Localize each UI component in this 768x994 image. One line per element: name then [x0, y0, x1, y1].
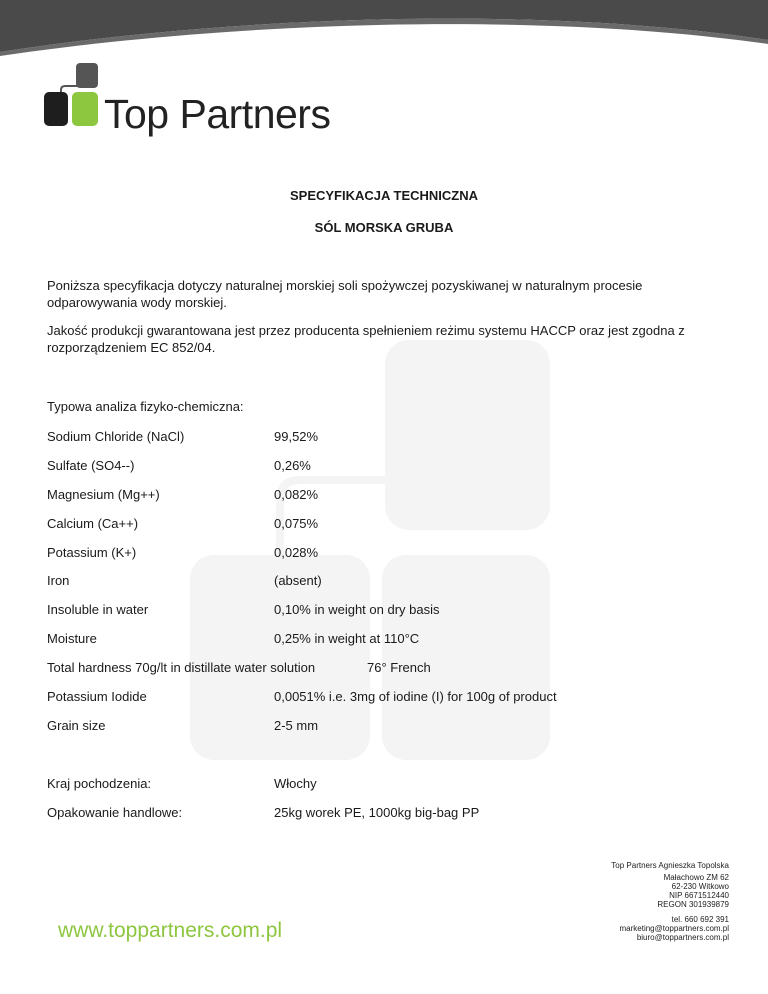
analysis-value: 0,10% in weight on dry basis	[274, 602, 440, 617]
analysis-label: Grain size	[47, 718, 106, 733]
contact-phone: tel. 660 692 391	[671, 915, 729, 924]
analysis-label: Magnesium (Mg++)	[47, 487, 160, 502]
company-regon: REGON 301939879	[657, 900, 729, 909]
origin-value: Włochy	[274, 776, 317, 791]
intro-paragraph: Poniższa specyfikacja dotyczy naturalnej morskiej soli spożywczej pozyskiwanej w naturalnym procesie odparowywania wody morskiej.	[47, 278, 643, 310]
brand-name: Top Partners	[104, 91, 331, 137]
analysis-label: Sulfate (SO4--)	[47, 458, 135, 473]
quality-paragraph: Jakość produkcji gwarantowana jest przez producenta spełnieniem reżimu systemu HACCP oraz jest zgodna z rozporządzeniem EC 852/04.	[47, 323, 685, 355]
website-link[interactable]: www.toppartners.com.pl	[58, 919, 283, 942]
analysis-value: 0,028%	[274, 545, 319, 560]
contact-email-office[interactable]: biuro@toppartners.com.pl	[636, 933, 729, 942]
analysis-label: Total hardness 70g/lt in distillate water solution	[47, 660, 316, 675]
analysis-label: Insoluble in water	[47, 602, 149, 617]
analysis-label: Sodium Chloride (NaCl)	[47, 429, 185, 444]
packaging-value: 25kg worek PE, 1000kg big-bag PP	[274, 805, 480, 820]
document-subtitle: SÓL MORSKA GRUBA	[314, 220, 454, 235]
analysis-value: 76° French	[367, 660, 431, 675]
analysis-label: Potassium Iodide	[47, 689, 147, 704]
analysis-label: Potassium (K+)	[47, 545, 137, 560]
origin-label: Kraj pochodzenia:	[47, 776, 152, 791]
analysis-value: 0,075%	[274, 516, 319, 531]
packaging-label: Opakowanie handlowe:	[47, 805, 183, 820]
analysis-value: 99,52%	[274, 429, 319, 444]
analysis-label: Iron	[47, 573, 70, 588]
analysis-value: 0,26%	[274, 458, 311, 473]
analysis-value: 0,082%	[274, 487, 319, 502]
analysis-label: Moisture	[47, 631, 97, 646]
contact-email-marketing[interactable]: marketing@toppartners.com.pl	[619, 924, 729, 933]
company-nip: NIP 6671512440	[669, 891, 729, 900]
analysis-value: 2-5 mm	[274, 718, 319, 733]
company-address-line: 62-230 Witkowo	[671, 882, 729, 891]
company-name: Top Partners Agnieszka Topolska	[611, 861, 729, 870]
analysis-value: 0,0051% i.e. 3mg of iodine (I) for 100g of product	[274, 689, 557, 704]
analysis-value: 0,25% in weight at 110°C	[274, 631, 420, 646]
company-address-line: Małachowo ZM 62	[663, 873, 729, 882]
document-title: SPECYFIKACJA TECHNICZNA	[289, 188, 479, 203]
analysis-label: Calcium (Ca++)	[47, 516, 139, 531]
analysis-value: (absent)	[274, 573, 322, 588]
